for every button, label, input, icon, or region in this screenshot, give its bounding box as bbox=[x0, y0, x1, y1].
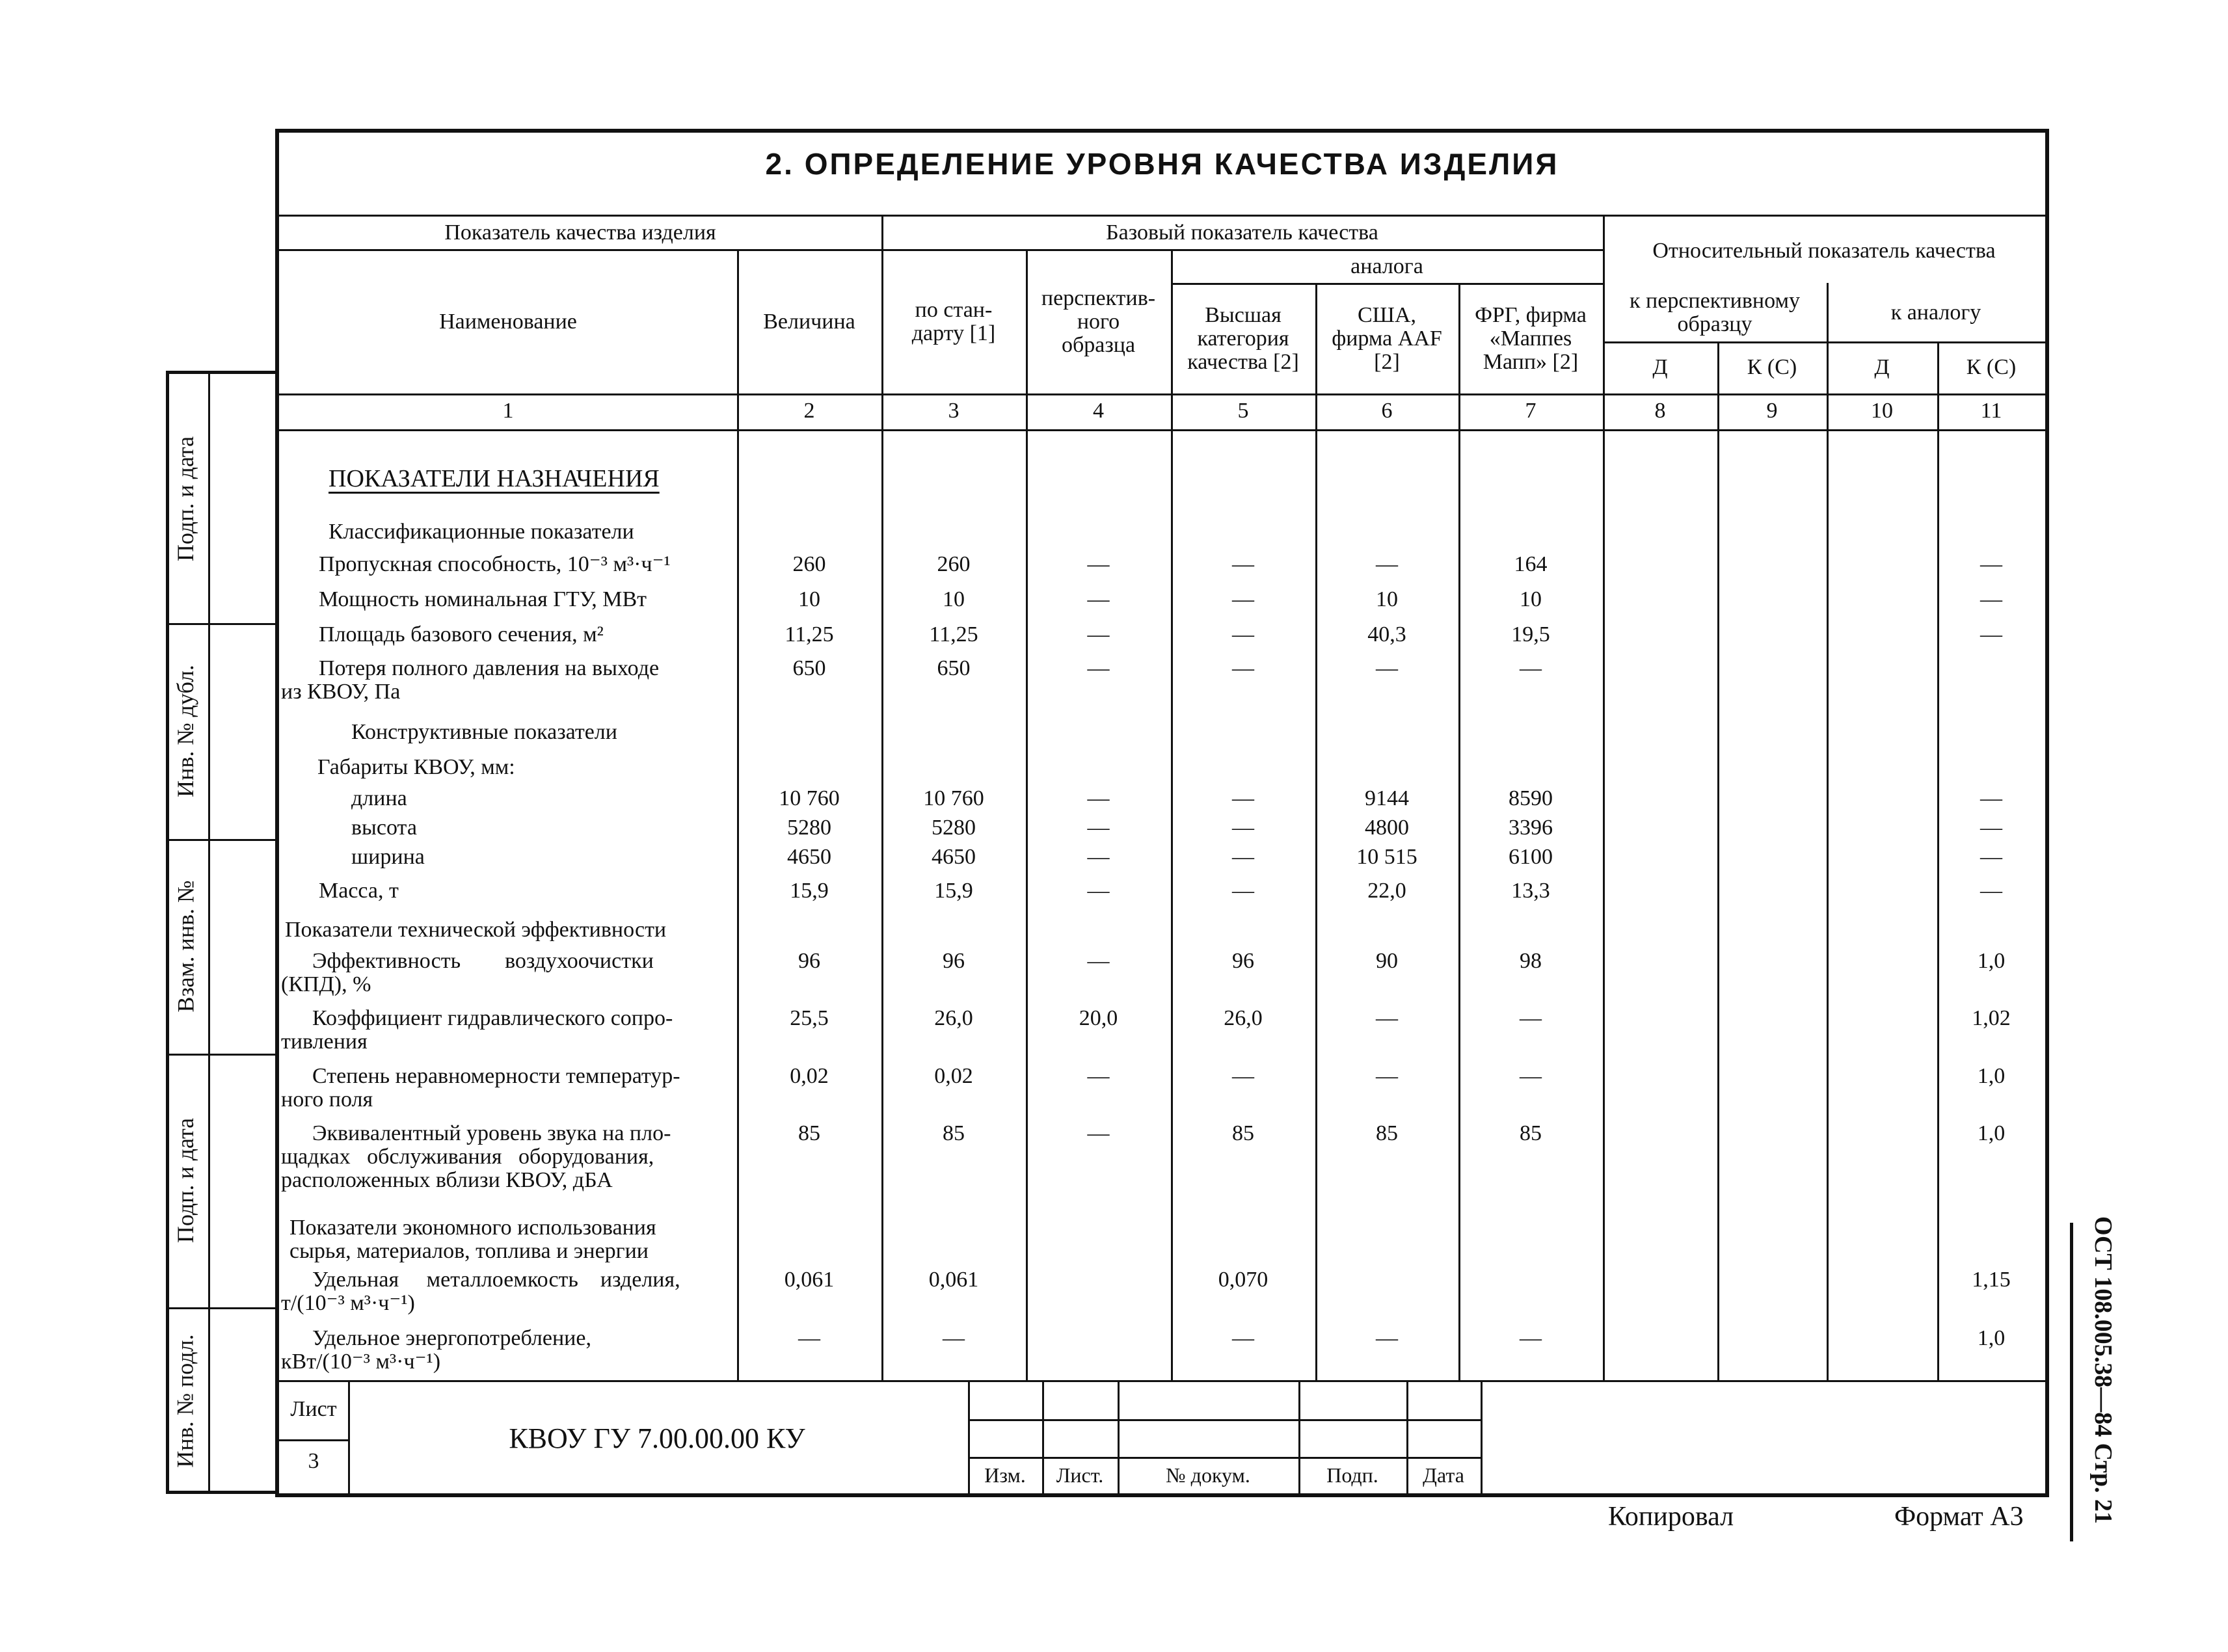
section-heading: сырья, материалов, топлива и энергии bbox=[289, 1239, 649, 1263]
table-cell: 20,0 bbox=[1079, 1006, 1118, 1030]
table-cell: 96 bbox=[1232, 949, 1254, 973]
table-cell: 22,0 bbox=[1367, 879, 1406, 903]
table-cell: — bbox=[1980, 622, 2002, 646]
table-cell: — bbox=[1980, 879, 2002, 903]
to-prospective-header: к перспективному образцу bbox=[1630, 289, 1800, 336]
table-cell: 19,5 bbox=[1511, 622, 1550, 646]
table-cell: 85 bbox=[1376, 1121, 1398, 1145]
table-cell: 1,02 bbox=[1972, 1006, 2011, 1030]
table-cell: — bbox=[1232, 622, 1254, 646]
table-cell: — bbox=[1087, 552, 1110, 576]
table-cell: 0,061 bbox=[784, 1268, 835, 1292]
col-number: 11 bbox=[1980, 399, 2002, 423]
row-label: Мощность номинальная ГТУ, МВт bbox=[319, 587, 647, 611]
rule bbox=[1481, 1380, 1483, 1495]
table-cell: — bbox=[1087, 845, 1110, 869]
table-cell: 15,9 bbox=[790, 879, 829, 903]
row-label: т/(10⁻³ м³·ч⁻¹) bbox=[281, 1291, 415, 1315]
section-heading: Конструктивные показатели bbox=[351, 720, 617, 744]
table-cell: — bbox=[1980, 587, 2002, 611]
side-label: Подп. и дата bbox=[172, 436, 199, 561]
d-header: Д bbox=[1874, 355, 1890, 379]
rule bbox=[968, 1457, 1481, 1459]
table-cell: 96 bbox=[798, 949, 820, 973]
table-cell: 1,0 bbox=[1977, 949, 2006, 973]
row-label: тивления bbox=[281, 1030, 368, 1054]
table-cell: 10 760 bbox=[923, 786, 984, 810]
table-cell: 0,061 bbox=[928, 1268, 979, 1292]
table-cell: 11,25 bbox=[785, 622, 834, 646]
section-heading: Габариты КВОУ, мм: bbox=[317, 755, 515, 779]
table-cell: — bbox=[1520, 656, 1542, 680]
side-cell bbox=[166, 1054, 276, 1307]
table-cell: 4650 bbox=[932, 845, 976, 869]
table-cell: 15,9 bbox=[934, 879, 973, 903]
list-label: Лист. bbox=[1056, 1463, 1104, 1487]
table-cell: 26,0 bbox=[934, 1006, 973, 1030]
page-title: 2. ОПРЕДЕЛЕНИЕ УРОВНЯ КАЧЕСТВА ИЗДЕЛИЯ bbox=[765, 147, 1559, 181]
table-cell: 1,0 bbox=[1977, 1121, 2006, 1145]
frg-header: ФРГ, фирма «Маппеs Мапп» [2] bbox=[1475, 303, 1587, 374]
row-label: (КПД), % bbox=[281, 972, 371, 996]
table-cell: — bbox=[1376, 1064, 1398, 1088]
table-cell: — bbox=[1087, 816, 1110, 840]
table-cell: — bbox=[1087, 587, 1110, 611]
col-number: 5 bbox=[1237, 399, 1249, 423]
table-cell: 0,070 bbox=[1218, 1268, 1268, 1292]
col-number: 3 bbox=[948, 399, 960, 423]
col-number: 2 bbox=[803, 399, 815, 423]
row-label: ного поля bbox=[281, 1087, 373, 1112]
side-label: Подп. и дата bbox=[172, 1117, 199, 1244]
table-cell: 10 bbox=[1376, 587, 1398, 611]
standard-number: ОСТ 108.005.38—84 Стр. 21 bbox=[2089, 1216, 2117, 1525]
table-cell: 85 bbox=[798, 1121, 820, 1145]
table-cell: 10 bbox=[798, 587, 820, 611]
col-number: 6 bbox=[1381, 399, 1393, 423]
side-cell bbox=[166, 623, 276, 839]
table-cell: 85 bbox=[943, 1121, 965, 1145]
table-cell: 8590 bbox=[1509, 786, 1553, 810]
table-cell: 10 bbox=[943, 587, 965, 611]
section-heading: Показатели технической эффективности bbox=[285, 918, 667, 942]
table-cell: — bbox=[1087, 786, 1110, 810]
table-cell: 90 bbox=[1376, 949, 1398, 973]
table-cell: — bbox=[1980, 816, 2002, 840]
table-cell: 10 760 bbox=[779, 786, 840, 810]
date-label: Дата bbox=[1423, 1463, 1464, 1487]
side-cell bbox=[166, 374, 276, 623]
table-cell: 5280 bbox=[787, 816, 831, 840]
table-cell: — bbox=[798, 1326, 820, 1350]
sheet-label: Лист bbox=[290, 1397, 337, 1421]
row-label: Удельное энергопотребление, bbox=[312, 1326, 591, 1350]
side-label: Инв. № подл. bbox=[172, 1333, 198, 1468]
row-label: Коэффициент гидравлического сопро- bbox=[312, 1006, 673, 1030]
row-label: Масса, т bbox=[319, 879, 399, 903]
table-cell: 4800 bbox=[1365, 816, 1409, 840]
table-cell: — bbox=[1087, 949, 1110, 973]
table-cell: — bbox=[1520, 1064, 1542, 1088]
format-label: Формат А3 bbox=[1894, 1502, 2024, 1532]
table-cell: — bbox=[1232, 845, 1254, 869]
table-cell: 40,3 bbox=[1367, 622, 1406, 646]
rule bbox=[279, 249, 1603, 251]
row-label: длина bbox=[351, 786, 407, 810]
table-cell: — bbox=[1087, 656, 1110, 680]
rule bbox=[1827, 283, 1829, 1380]
table-cell: 10 515 bbox=[1356, 845, 1417, 869]
d-header: Д bbox=[1652, 355, 1668, 379]
table-cell: — bbox=[1087, 1064, 1110, 1088]
col-number: 1 bbox=[502, 399, 514, 423]
row-label: Пропускная способность, 10⁻³ м³·ч⁻¹ bbox=[319, 552, 671, 576]
table-cell: — bbox=[1232, 1064, 1254, 1088]
side-label: Взам. инв. № bbox=[172, 880, 198, 1013]
section-heading: Показатели экономного использования bbox=[289, 1216, 656, 1240]
table-cell: 1,0 bbox=[1977, 1064, 2006, 1088]
table-cell: — bbox=[1376, 1006, 1398, 1030]
rule bbox=[1717, 341, 1719, 1380]
change-label: Изм. bbox=[984, 1463, 1026, 1487]
analog-header: аналога bbox=[1350, 254, 1423, 278]
table-cell: 260 bbox=[792, 552, 826, 576]
row-label: ширина bbox=[351, 845, 425, 869]
row-label: Площадь базового сечения, м² bbox=[319, 622, 604, 646]
group-indicator-header: Показатель качества изделия bbox=[444, 220, 716, 245]
table-cell: — bbox=[1376, 1326, 1398, 1350]
col-number: 4 bbox=[1093, 399, 1104, 423]
table-cell: 1,0 bbox=[1977, 1326, 2006, 1350]
table-cell: 650 bbox=[937, 656, 971, 680]
table-cell: 3396 bbox=[1509, 816, 1553, 840]
table-cell: 9144 bbox=[1365, 786, 1409, 810]
table-cell: 1,15 bbox=[1972, 1268, 2011, 1292]
copied-label: Копировал bbox=[1608, 1502, 1734, 1532]
table-cell: — bbox=[1232, 786, 1254, 810]
col-number: 9 bbox=[1766, 399, 1778, 423]
table-cell: — bbox=[1980, 845, 2002, 869]
rule bbox=[2070, 1223, 2073, 1541]
col-number: 10 bbox=[1871, 399, 1893, 423]
doc-number-label: № докум. bbox=[1166, 1463, 1250, 1487]
side-cell bbox=[166, 1307, 276, 1494]
table-cell: — bbox=[1087, 622, 1110, 646]
table-cell: 0,02 bbox=[934, 1064, 973, 1088]
table-cell: 85 bbox=[1232, 1121, 1254, 1145]
value-header: Величина bbox=[763, 310, 855, 334]
table-cell: 26,0 bbox=[1224, 1006, 1263, 1030]
group-base-header: Базовый показатель качества bbox=[1106, 220, 1378, 245]
sheet-number: 3 bbox=[308, 1449, 319, 1473]
table-cell: — bbox=[1376, 656, 1398, 680]
col-number: 8 bbox=[1654, 399, 1666, 423]
section-heading: ПОКАЗАТЕЛИ НАЗНАЧЕНИЯ bbox=[329, 465, 660, 492]
row-label: Эффективность воздухоочистки bbox=[312, 949, 654, 973]
table-cell: 260 bbox=[937, 552, 971, 576]
rule bbox=[279, 215, 2045, 217]
table-cell: 96 bbox=[943, 949, 965, 973]
row-label: Потеря полного давления на выходе bbox=[319, 656, 660, 680]
table-cell: — bbox=[1520, 1006, 1542, 1030]
table-cell: — bbox=[1376, 552, 1398, 576]
table-cell: — bbox=[1232, 816, 1254, 840]
highest-header: Высшая категория качества [2] bbox=[1187, 303, 1299, 374]
section-heading: Классификационные показатели bbox=[329, 520, 634, 544]
kc-header: К (С) bbox=[1747, 355, 1797, 379]
rule bbox=[279, 1439, 348, 1441]
table-cell: — bbox=[943, 1326, 965, 1350]
col-number: 7 bbox=[1525, 399, 1537, 423]
kc-header: К (С) bbox=[1966, 355, 2017, 379]
table-cell: — bbox=[1232, 1326, 1254, 1350]
table-cell: — bbox=[1232, 656, 1254, 680]
row-label: кВт/(10⁻³ м³·ч⁻¹) bbox=[281, 1350, 441, 1374]
table-cell: — bbox=[1980, 552, 2002, 576]
table-cell: 4650 bbox=[787, 845, 831, 869]
document-designation: КВОУ ГУ 7.00.00.00 КУ bbox=[509, 1422, 805, 1454]
table-cell: 85 bbox=[1520, 1121, 1542, 1145]
table-cell: — bbox=[1520, 1326, 1542, 1350]
table-cell: 650 bbox=[792, 656, 826, 680]
to-analog-header: к аналогу bbox=[1890, 300, 1981, 325]
row-label: щадках обслуживания оборудования, bbox=[281, 1145, 654, 1169]
table-cell: — bbox=[1087, 1121, 1110, 1145]
table-cell: 6100 bbox=[1509, 845, 1553, 869]
group-relative-header: Относительный показатель качества bbox=[1652, 239, 1996, 263]
side-cell bbox=[166, 839, 276, 1054]
row-label: Эквивалентный уровень звука на пло- bbox=[312, 1121, 671, 1145]
rule bbox=[279, 393, 2045, 395]
table-cell: 10 bbox=[1520, 587, 1542, 611]
signature-label: Подп. bbox=[1326, 1463, 1378, 1487]
table-cell: 5280 bbox=[932, 816, 976, 840]
row-label: Степень неравномерности температур- bbox=[312, 1064, 680, 1088]
table-cell: — bbox=[1980, 786, 2002, 810]
name-header: Наименование bbox=[439, 310, 577, 334]
standard-header: по стан- дарту [1] bbox=[911, 298, 996, 345]
table-cell: — bbox=[1232, 879, 1254, 903]
table-cell: 0,02 bbox=[790, 1064, 829, 1088]
prospective-header: перспектив- ного образца bbox=[1041, 286, 1156, 357]
rule bbox=[968, 1419, 1481, 1421]
table-cell: 13,3 bbox=[1511, 879, 1550, 903]
table-cell: — bbox=[1087, 879, 1110, 903]
row-label: из КВОУ, Па bbox=[281, 680, 401, 704]
row-label: высота bbox=[351, 816, 417, 840]
rule bbox=[279, 429, 2045, 431]
table-cell: — bbox=[1232, 587, 1254, 611]
rule bbox=[1171, 283, 1603, 285]
table-cell: 11,25 bbox=[929, 622, 978, 646]
row-label: расположенных вблизи КВОУ, дБА bbox=[281, 1168, 613, 1192]
table-cell: 25,5 bbox=[790, 1006, 829, 1030]
row-label: Удельная металлоемкость изделия, bbox=[312, 1268, 680, 1292]
table-cell: 164 bbox=[1514, 552, 1548, 576]
usa-header: США, фирма AAF [2] bbox=[1332, 303, 1442, 374]
table-cell: — bbox=[1232, 552, 1254, 576]
side-label: Инв. № дубл. bbox=[172, 665, 198, 797]
table-cell: 98 bbox=[1520, 949, 1542, 973]
rule bbox=[275, 1380, 2049, 1382]
